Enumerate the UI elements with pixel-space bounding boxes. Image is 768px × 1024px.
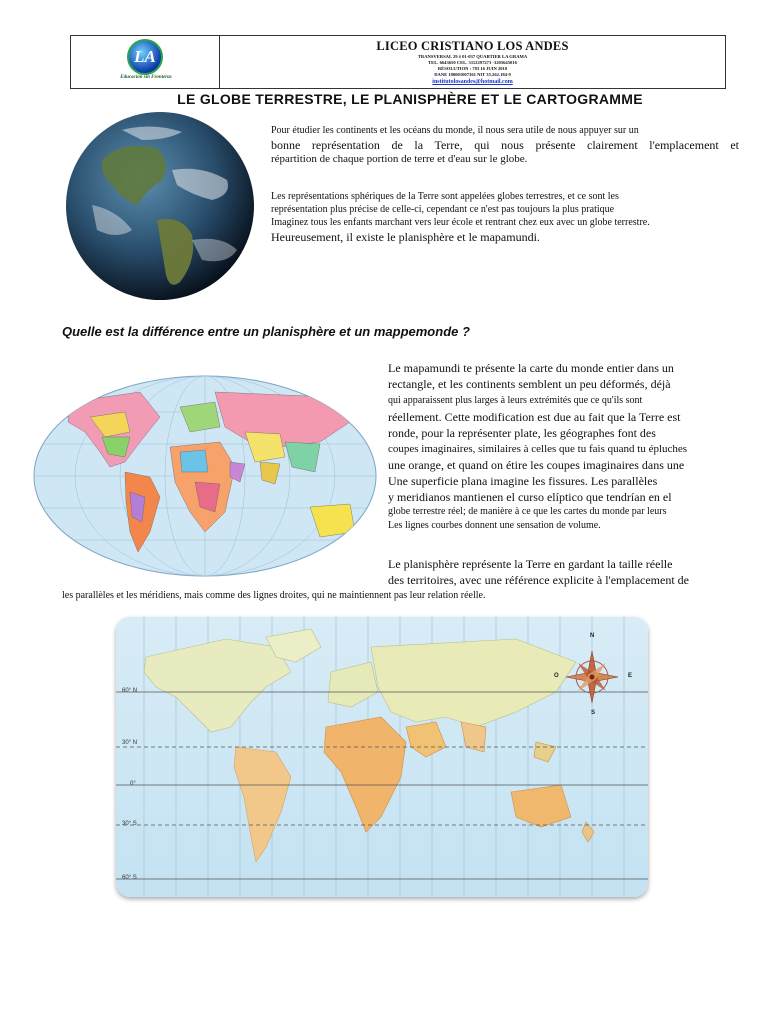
compass-west: O	[554, 673, 559, 679]
compass-east: E	[628, 673, 633, 679]
section-2-paragraph-1	[388, 360, 740, 533]
latitude-label: 30° N	[122, 740, 138, 746]
section-line: ronde, pour la représenter plate, les géographes font des	[388, 426, 656, 440]
oval-world-map	[30, 372, 380, 584]
school-name: LICEO CRISTIANO LOS ANDES	[376, 39, 569, 53]
compass-north: N	[590, 633, 595, 639]
header-table	[70, 35, 726, 89]
compass-south: S	[591, 710, 596, 716]
section-2-paragraph-2	[388, 556, 740, 588]
world-map-graphic	[116, 617, 648, 897]
intro-line: répartition de chaque portion de terre et d'eau sur le globe.	[271, 153, 528, 165]
intro-line: Imaginez tous les enfants marchant vers leur école et rentrant chez eux avec un globe terrestre.	[271, 217, 650, 228]
section-line: globe terrestre réel; de manière à ce que les cartes du monde par leurs	[388, 506, 667, 517]
intro-line: Heureusement, il existe le planisphère et le mapamundi.	[271, 230, 540, 244]
school-phone: TEL. 6643650 CEL. 3112297273 -3205645016	[428, 60, 517, 65]
section-line-full: les parallèles et les méridiens, mais comme des lignes droites, qui ne maintiennent pas leur relation réelle.	[62, 590, 486, 601]
section-heading: Quelle est la différence entre un planisphère et un mappemonde ?	[62, 324, 470, 339]
intro-paragraph-2	[271, 190, 739, 245]
section-line: Le mapamundi te présente la carte du monde entier dans un	[388, 361, 674, 375]
compass-rose-icon	[566, 651, 618, 703]
latitude-label: 30° S	[122, 821, 137, 827]
section-line: Les lignes courbes donnent une sensation de volume.	[388, 520, 601, 531]
school-email-link[interactable]: institutolosandes@hotmail.com	[432, 79, 513, 85]
latitude-label: 60° S	[122, 875, 137, 881]
section-line: qui apparaissent plus larges à leurs extrémités que ce qu'ils sont	[388, 395, 643, 406]
intro-line: bonne représentation de la Terre, qui nous présente clairement l'emplacement et	[271, 138, 739, 152]
rectangular-world-map	[116, 617, 648, 897]
latitude-label: 60° N	[122, 688, 138, 694]
school-info	[220, 36, 725, 88]
section-line: Le planisphère représente la Terre en gardant la taille réelle	[388, 557, 673, 571]
intro-line: Pour étudier les continents et les océans du monde, il nous sera utile de nous appuyer sur un	[271, 125, 639, 136]
section-line: des territoires, avec une référence explicite à l'emplacement de	[388, 573, 689, 587]
intro-line: représentation plus précise de celle-ci, cependant ce n'est pas toujours la plus pratique	[271, 204, 615, 215]
globe-image	[62, 110, 262, 302]
intro-paragraph-1	[271, 124, 739, 166]
section-line: coupes imaginaires, similaires à celles que tu fais quand tu épluches	[388, 443, 688, 455]
school-resolution: RÉSOLUTION : 783 16 JUIN 2010	[437, 66, 508, 71]
section-line: réellement. Cette modification est due au fait que la Terre est	[388, 410, 681, 424]
school-address: TRANSVERSAL 29 # 01-037 QUARTIER LA GRAMA	[417, 54, 528, 59]
logo-motto: Educación sin Fronteras	[120, 75, 172, 80]
section-line: Une superficie plana imagine les fissures. Les parallèles	[388, 474, 658, 488]
school-dane: DANE 180001007361 NIT 35.262.184-9	[434, 72, 511, 77]
section-line: rectangle, et les continents semblent un peu déformés, déjà	[388, 377, 671, 391]
logo-letters: LA	[134, 47, 156, 66]
section-line: y meridianos mantienen el curso elíptico que tendrían en el	[388, 490, 672, 504]
school-logo	[127, 39, 163, 75]
section-line: une orange, et quand on étire les coupes imaginaires dans une	[388, 458, 685, 472]
page-title: LE GLOBE TERRESTRE, LE PLANISPHÈRE ET LE CARTOGRAMME	[177, 91, 643, 107]
intro-line: Les représentations sphériques de la Terre sont appelées globes terrestres, et ce sont les	[271, 191, 619, 202]
logo-cell	[71, 36, 220, 88]
latitude-label: 0°	[130, 781, 136, 787]
